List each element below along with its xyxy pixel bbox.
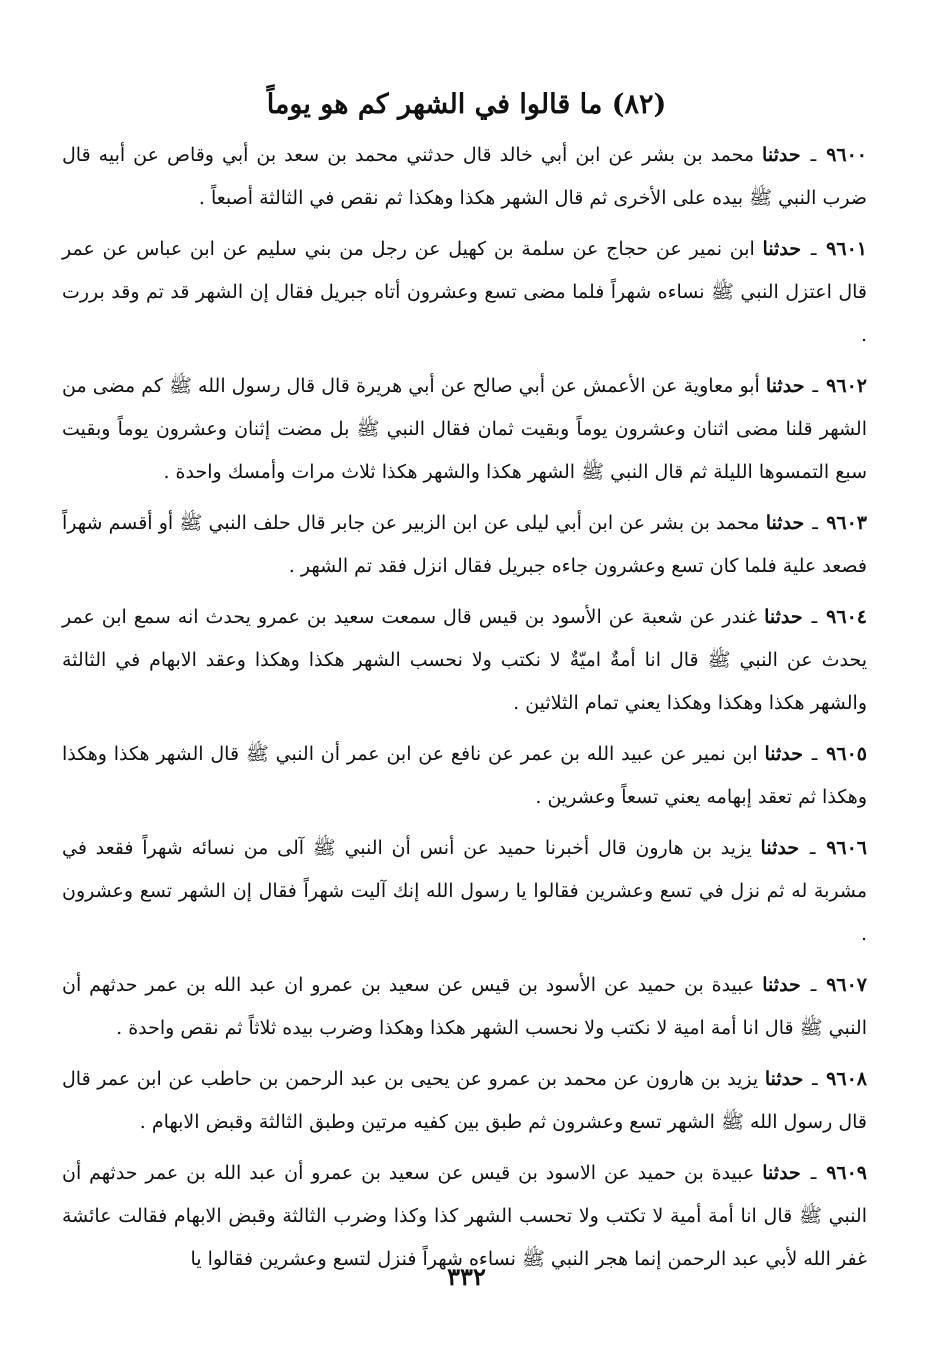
- hadith-number: ٩٦٠١: [826, 238, 867, 260]
- hadith-number: ٩٦٠٥: [826, 743, 867, 765]
- hadith-dash: ـ: [811, 743, 818, 765]
- hadith-text: يزيد بن هارون قال أخبرنا حميد عن أنس أن النبي ﷺ آلى من نسائه شهراً فقعد في مشربة له ثم نزل في تسع وعشرين فقالوا يا رسول الله إنك آليت شهراً فقال إن الشهر تسع وعشرون .: [62, 837, 867, 945]
- hadith-dash: ـ: [810, 238, 817, 260]
- hadith-number: ٩٦٠٠: [826, 144, 868, 166]
- hadith-number: ٩٦٠٩: [826, 1162, 868, 1184]
- hadith-9605: [62, 733, 867, 819]
- hadith-lead: حدثنا: [765, 375, 805, 397]
- hadith-number: ٩٦٠٦: [826, 837, 868, 859]
- hadith-dash: ـ: [810, 1162, 817, 1184]
- hadith-dash: ـ: [810, 144, 817, 166]
- hadith-9604: [62, 596, 867, 725]
- hadith-number: ٩٦٠٤: [826, 606, 867, 628]
- hadith-lead: حدثنا: [764, 743, 803, 765]
- hadith-number: ٩٦٠٨: [826, 1068, 867, 1090]
- hadith-9607: [62, 964, 867, 1050]
- hadith-text: غندر عن شعبة عن الأسود بن قيس قال سمعت سعيد بن عمرو يحدث انه سمع ابن عمر يحدث عن النبي ﷺ قال انا أمةٌ اميّةٌ لا نكتب ولا نحسب الشهر هكذا وهكذا وعقد الابهام في الثالثة والشهر هكذا وهكذا وهكذا يعني تمام الثلاثين .: [62, 606, 867, 714]
- hadith-lead: حدثنا: [760, 837, 800, 859]
- hadith-text: ابن نمير عن عبيد الله بن عمر عن نافع عن ابن عمر أن النبي ﷺ قال الشهر هكذا وهكذا وهكذا ثم تعقد إبهامه يعني تسعاً وعشرين .: [62, 743, 867, 808]
- hadith-lead: حدثنا: [762, 974, 801, 996]
- chapter-title: (٨٢) ما قالوا في الشهر كم هو يوماً: [266, 89, 667, 120]
- hadith-list: [62, 134, 867, 1289]
- hadith-lead: حدثنا: [764, 1068, 804, 1090]
- hadith-9608: [62, 1058, 867, 1144]
- hadith-dash: ـ: [811, 606, 818, 628]
- hadith-number: ٩٦٠٢: [826, 375, 867, 397]
- hadith-dash: ـ: [810, 974, 817, 996]
- hadith-lead: حدثنا: [765, 512, 805, 534]
- hadith-text: محمد بن بشر عن ابن أبي خالد قال حدثني محمد بن سعد بن أبي وقاص عن أبيه قال ضرب النبي ﷺ بيده على الأخرى ثم قال الشهر هكذا وهكذا ثم نقص في الثالثة أصبعاً .: [62, 144, 867, 209]
- hadith-text: عبيدة بن حميد عن الأسود بن قيس عن سعيد بن عمرو ان عبد الله بن عمر حدثهم أن النبي ﷺ قال انا أمة امية لا نكتب ولا نحسب الشهر هكذا وهكذا وضرب بيده ثلاثاً ثم نقص واحدة .: [62, 974, 867, 1039]
- hadith-text: يزيد بن هارون عن محمد بن عمرو عن يحيى بن عبد الرحمن بن حاطب عن ابن عمر قال قال رسول الله ﷺ الشهر تسع وعشرون ثم طبق بين كفيه مرتين وطبق الثالثة وقبض الابهام .: [62, 1068, 867, 1133]
- hadith-9601: [62, 228, 867, 357]
- hadith-9602: [62, 365, 867, 494]
- hadith-lead: حدثنا: [762, 1162, 801, 1184]
- hadith-9600: [62, 134, 867, 220]
- hadith-dash: ـ: [809, 837, 816, 859]
- hadith-number: ٩٦٠٧: [826, 974, 868, 996]
- hadith-dash: ـ: [812, 512, 818, 534]
- hadith-dash: ـ: [812, 375, 819, 397]
- hadith-text: محمد بن بشر عن ابن أبي ليلى عن ابن الزبير عن جابر قال حلف النبي ﷺ أو أقسم شهراً فصعد علية فلما كان تسع وعشرون جاءه جبريل فقال انزل فقد تم الشهر .: [62, 512, 867, 577]
- hadith-9603: [62, 502, 867, 588]
- hadith-dash: ـ: [811, 1068, 818, 1090]
- hadith-lead: حدثنا: [762, 238, 802, 260]
- hadith-text: ابن نمير عن حجاج عن سلمة بن كهيل عن رجل من بني سليم عن ابن عباس عن عمر قال اعتزل النبي ﷺ نساءه شهراً فلما مضى تسع وعشرون أتاه جبريل فقال إن الشهر قد تم وقد بررت .: [62, 238, 867, 346]
- hadith-lead: حدثنا: [762, 144, 801, 166]
- page-number: ٣٣٢: [447, 1262, 486, 1291]
- hadith-number: ٩٦٠٣: [826, 512, 868, 534]
- hadith-lead: حدثنا: [764, 606, 803, 628]
- hadith-9606: [62, 827, 867, 956]
- hadith-text: عبيدة بن حميد عن الاسود بن قيس عن سعيد بن عمرو أن عبد الله بن عمر حدثهم أن النبي ﷺ قال انا أمة أمية لا تكتب ولا تحسب الشهر كذا وكذا وضرب الثالثة وقبض الابهام فقالت عائشة غفر الله لأبي عبد الرحمن إنما هجر النبي ﷺ نساءه شهراً فنزل لتسع وعشرين فقالوا يا: [62, 1162, 867, 1270]
- hadith-text: أبو معاوية عن الأعمش عن أبي صالح عن أبي هريرة قال قال رسول الله ﷺ كم مضى من الشهر قلنا مضى اثنان وعشرون يوماً وبقيت ثمان فقال النبي ﷺ بل مضت إثنان وعشرون يوماً وبقيت سبع التمسوها الليلة ثم قال النبي ﷺ الشهر هكذا والشهر هكذا ثلاث مرات وأمسك واحدة .: [62, 375, 867, 483]
